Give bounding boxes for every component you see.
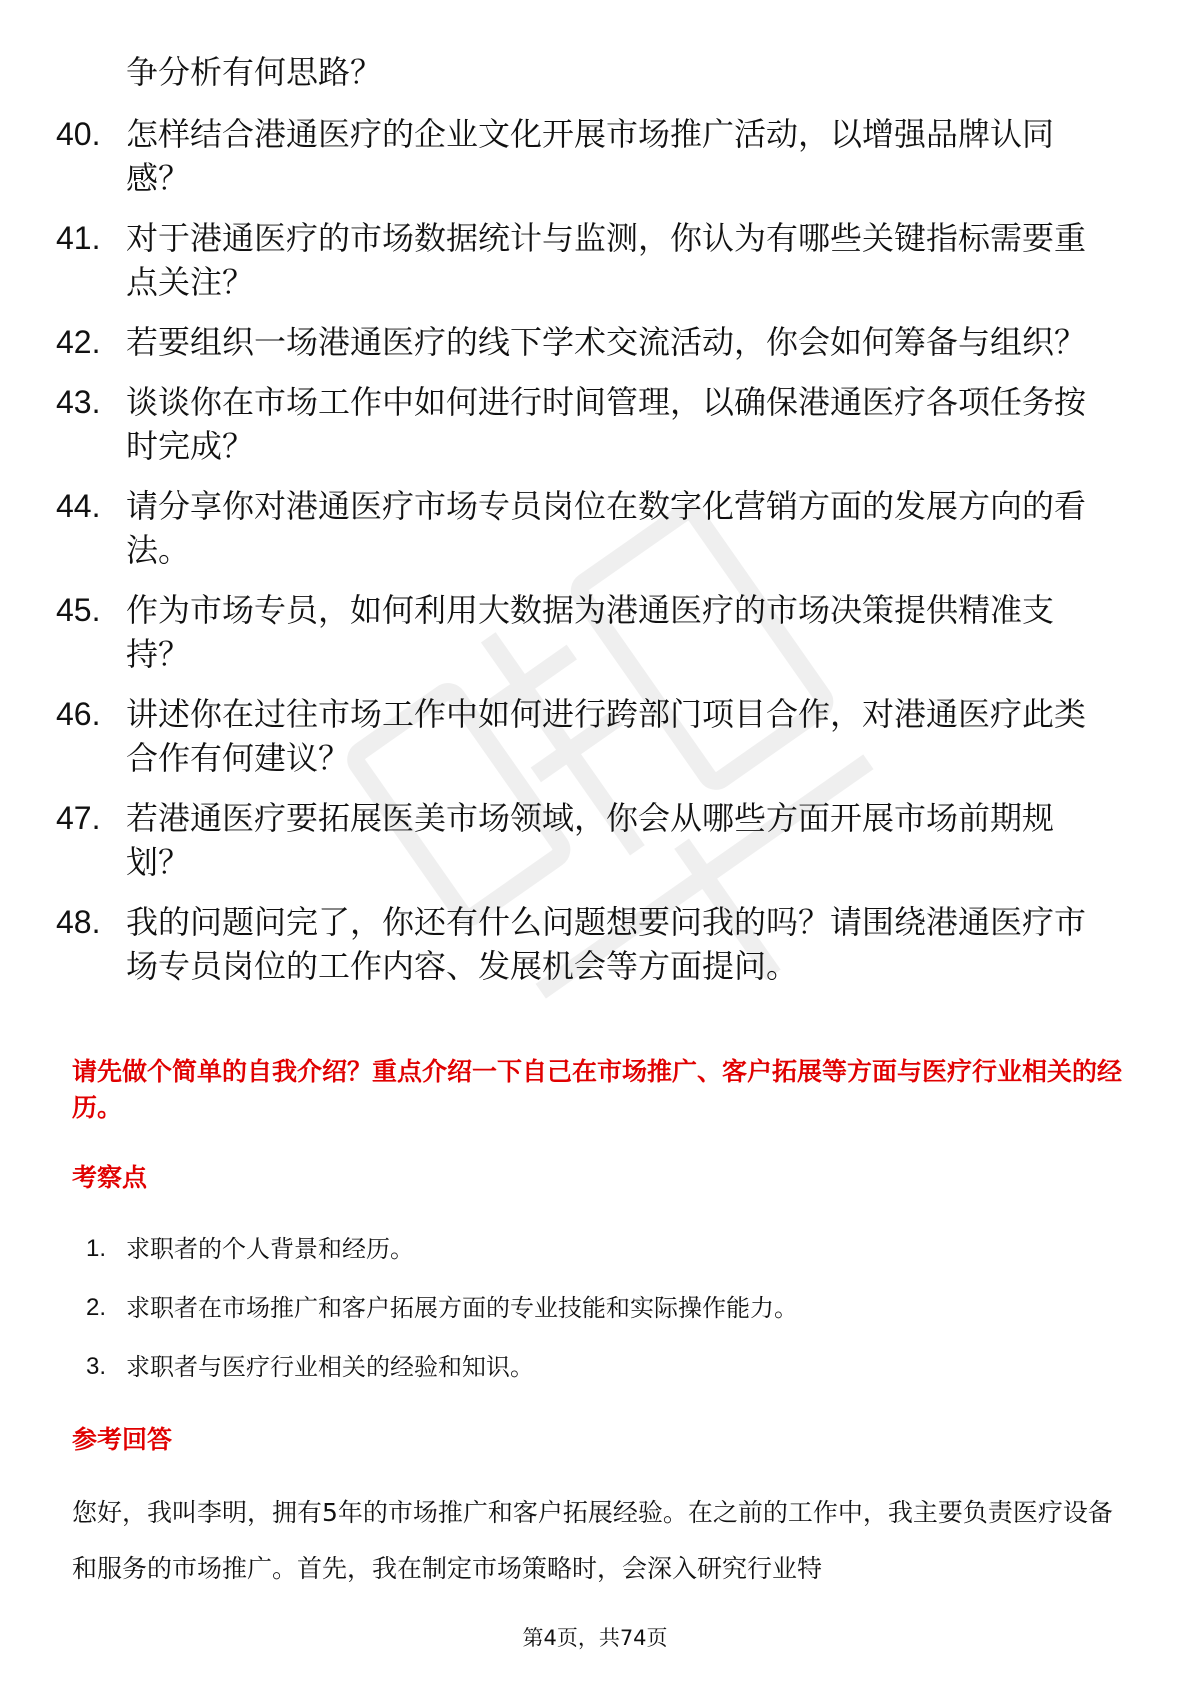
list-item bbox=[0, 900, 1190, 988]
list-item bbox=[0, 588, 1190, 676]
item-text: 求职者的个人背景和经历。 bbox=[126, 1235, 414, 1263]
list-item bbox=[0, 692, 1190, 780]
page-footer: 第4页，共74页 bbox=[522, 1626, 668, 1650]
list-item bbox=[0, 380, 1190, 468]
list-item bbox=[0, 112, 1190, 200]
reference-answer-text: 您好，我叫李明，拥有5年的市场推广和客户拓展经验。在之前的工作中，我主要负责医疗设备和服务的市场推广。首先，我在制定市场策略时，会深入研究行业特 bbox=[72, 1498, 1113, 1583]
item-number: 40. bbox=[56, 116, 101, 152]
list-item bbox=[0, 1291, 1190, 1350]
item-text: 若港通医疗要拓展医美市场领域，你会从哪些方面开展市场前期规划？ bbox=[126, 799, 1055, 881]
item-number: 43. bbox=[56, 384, 101, 420]
item-number: 3. bbox=[86, 1353, 107, 1380]
item-text: 求职者在市场推广和客户拓展方面的专业技能和实际操作能力。 bbox=[126, 1294, 798, 1322]
list-item bbox=[0, 484, 1190, 572]
reference-answer-heading: 参考回答 bbox=[72, 1425, 173, 1454]
item-text: 讲述你在过往市场工作中如何进行跨部门项目合作，对港通医疗此类合作有何建议？ bbox=[126, 695, 1087, 777]
item-text: 若要组织一场港通医疗的线下学术交流活动，你会如何筹备与组织？ bbox=[126, 323, 1087, 361]
item-number: 47. bbox=[56, 800, 101, 836]
item-number: 1. bbox=[86, 1235, 107, 1262]
item-number: 45. bbox=[56, 592, 101, 628]
continued-question-text: 争分析有何思路？ bbox=[126, 53, 383, 91]
item-text: 谈谈你在市场工作中如何进行时间管理，以确保港通医疗各项任务按时完成？ bbox=[126, 383, 1087, 465]
list-item bbox=[0, 320, 1190, 364]
item-number: 48. bbox=[56, 904, 101, 940]
list-item bbox=[0, 796, 1190, 884]
list-item bbox=[0, 216, 1190, 304]
list-item bbox=[0, 1232, 1190, 1291]
item-text: 对于港通医疗的市场数据统计与监测，你认为有哪些关键指标需要重点关注？ bbox=[126, 219, 1087, 301]
item-number: 41. bbox=[56, 220, 101, 256]
list-item bbox=[0, 1350, 1190, 1409]
question-list bbox=[0, 112, 1190, 1004]
assessment-heading: 考察点 bbox=[72, 1163, 148, 1192]
item-number: 46. bbox=[56, 696, 101, 732]
item-number: 2. bbox=[86, 1294, 107, 1321]
item-text: 请分享你对港通医疗市场专员岗位在数字化营销方面的发展方向的看法。 bbox=[126, 487, 1087, 569]
assessment-list bbox=[0, 1232, 1190, 1409]
featured-question: 请先做个简单的自我介绍？重点介绍一下自己在市场推广、客户拓展等方面与医疗行业相关的经历。 bbox=[72, 1057, 1123, 1122]
item-text: 作为市场专员，如何利用大数据为港通医疗的市场决策提供精准支持？ bbox=[126, 591, 1055, 673]
item-text: 求职者与医疗行业相关的经验和知识。 bbox=[126, 1353, 534, 1381]
item-number: 42. bbox=[56, 324, 101, 360]
item-number: 44. bbox=[56, 488, 101, 524]
item-text: 怎样结合港通医疗的企业文化开展市场推广活动，以增强品牌认同感？ bbox=[126, 115, 1055, 197]
item-text: 我的问题问完了，你还有什么问题想要问我的吗？请围绕港通医疗市场专员岗位的工作内容、发展机会等方面提问。 bbox=[126, 903, 1087, 985]
